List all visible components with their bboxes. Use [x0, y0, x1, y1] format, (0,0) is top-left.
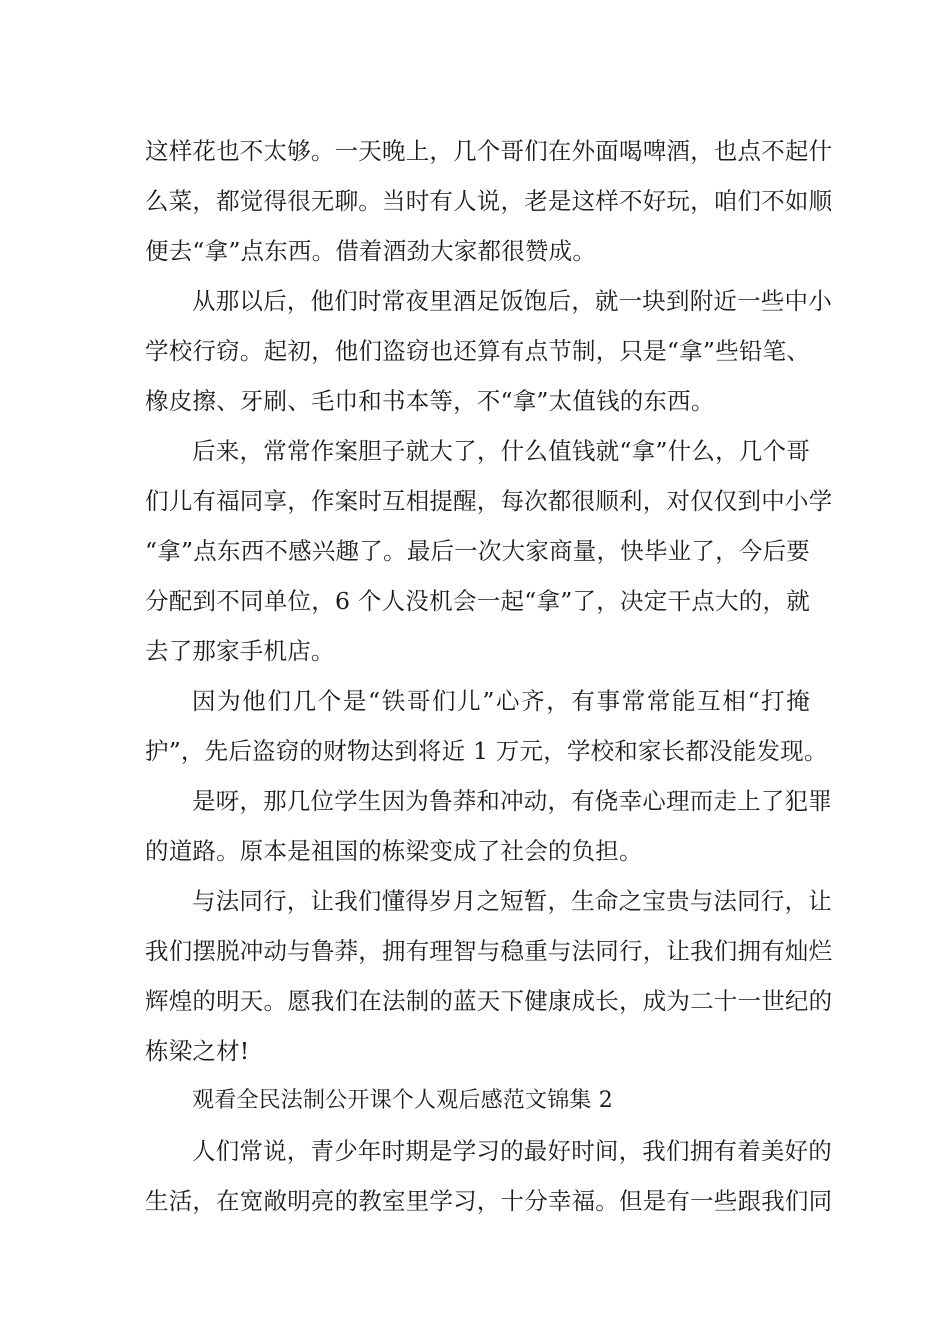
paragraph-first-line: 后来，常常作案胆子就大了，什么值钱就“拿”什么，几个哥	[192, 437, 810, 465]
text-line: 学校行窃。起初，他们盗窃也还算有点节制，只是“拿”些铅笔、	[145, 337, 810, 365]
text-line: 便去“拿”点东西。借着酒劲大家都很赞成。	[145, 237, 597, 265]
text-line: 么菜，都觉得很无聊。当时有人说，老是这样不好玩，咱们不如顺	[145, 187, 833, 215]
document-body	[145, 126, 833, 1226]
paragraph-first-line: 人们常说，青少年时期是学习的最好时间，我们拥有着美好的	[192, 1137, 832, 1165]
section-heading: 观看全民法制公开课个人观后感范文锦集 2	[192, 1088, 613, 1113]
text-line: 去了那家手机店。	[145, 637, 335, 665]
text-line: 们儿有福同享，作案时互相提醒，每次都很顺利，对仅仅到中小学	[145, 487, 833, 515]
text-line: 栋梁之材!	[145, 1037, 250, 1065]
paragraph-first-line: 是呀，那几位学生因为鲁莽和冲动，有侥幸心理而走上了犯罪	[192, 787, 832, 815]
paragraph-first-line: 因为他们几个是“铁哥们儿”心齐，有事常常能互相“打掩	[192, 687, 810, 715]
text-line: 生活，在宽敞明亮的教室里学习，十分幸福。但是有一些跟我们同	[145, 1187, 833, 1215]
text-line: 橡皮擦、牙刷、毛巾和书本等，不“拿”太值钱的东西。	[145, 387, 715, 415]
text-line: 辉煌的明天。愿我们在法制的蓝天下健康成长，成为二十一世纪的	[145, 987, 833, 1015]
text-line: 分配到不同单位，6 个人没机会一起“拿”了，决定干点大的，就	[145, 587, 810, 615]
text-line: 护”，先后盗窃的财物达到将近 1 万元，学校和家长都没能发现。	[145, 737, 828, 765]
paragraph-first-line: 与法同行，让我们懂得岁月之短暂，生命之宝贵与法同行，让	[192, 887, 832, 915]
text-line: “拿”点东西不感兴趣了。最后一次大家商量，快毕业了，今后要	[145, 537, 810, 565]
text-line: 我们摆脱冲动与鲁莽，拥有理智与稳重与法同行，让我们拥有灿烂	[145, 937, 833, 965]
text-line: 的道路。原本是祖国的栋梁变成了社会的负担。	[145, 837, 643, 865]
text-line: 这样花也不太够。一天晚上，几个哥们在外面喝啤酒，也点不起什	[145, 137, 833, 165]
paragraph-first-line: 从那以后，他们时常夜里酒足饭饱后，就一块到附近一些中小	[192, 287, 832, 315]
